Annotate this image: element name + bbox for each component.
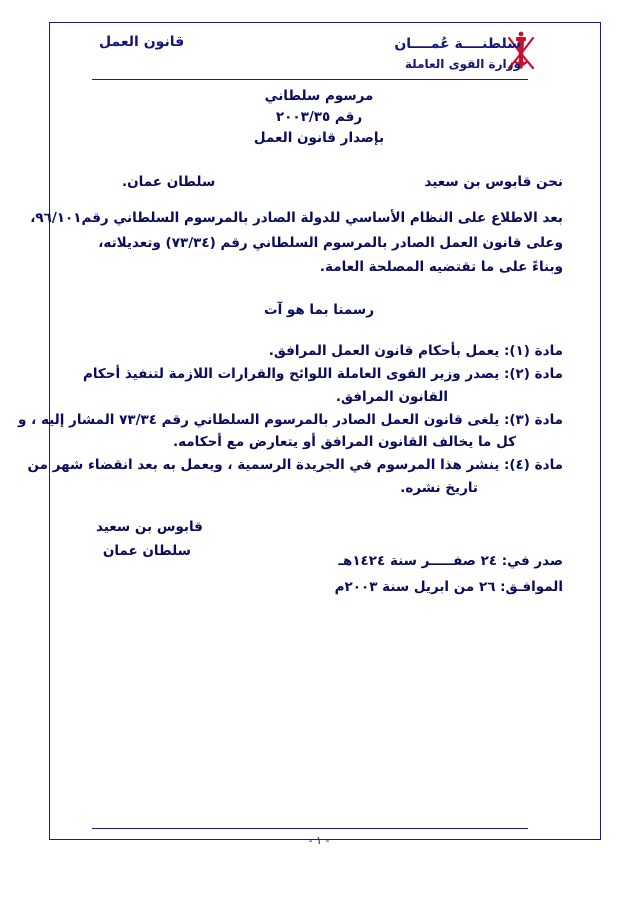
article-line: كل ما يخالف القانون المرافق أو يتعارض مع أحكامه.: [172, 434, 516, 450]
article-line: مادة (٣): يلغى قانون العمل الصادر بالمرسوم السلطاني رقم ٧٣/٣٤ المشار إليه ، و: [18, 412, 563, 428]
footer-divider: [92, 828, 528, 829]
article-line: القانون المرافق.: [335, 389, 448, 405]
preamble-line: وبناءً على ما تقتضيه المصلحة العامة.: [319, 259, 563, 275]
page-number: - ١ -: [308, 834, 330, 847]
preamble-line: بعد الاطلاع على النظام الأساسي للدولة الصادر بالمرسوم السلطاني رقم٩٦/١٠١،: [30, 210, 563, 226]
signature-block: [96, 515, 203, 563]
issued-hijri: صدر في: ٢٤ صفـــــر سنة ١٤٢٤هـ: [338, 553, 563, 569]
decree-heading: رسمنا بما هو آت: [264, 302, 374, 318]
sultanate-name: سلطنــــة عُمــــان: [394, 36, 521, 52]
preamble-sultan: سلطان عمان.: [122, 174, 216, 190]
header-org: [394, 34, 521, 74]
title-line-decree: مرسوم سلطاني: [264, 88, 374, 104]
law-name-header: قانون العمل: [99, 34, 185, 50]
signature-name: قابوس بن سعيد: [96, 519, 203, 535]
issue-dates: [335, 548, 563, 600]
article-line: مادة (٤): ينشر هذا المرسوم في الجريدة الرسمية ، ويعمل به بعد انقضاء شهر من: [27, 457, 563, 473]
header-divider: [92, 79, 528, 80]
preamble-we: نحن قابوس بن سعيد: [424, 174, 563, 190]
signature-title: سلطان عمان: [102, 543, 191, 559]
title-line-subject: بإصدار قانون العمل: [253, 130, 385, 146]
issued-gregorian: الموافـق: ٢٦ من ابريل سنة ٢٠٠٣م: [334, 579, 563, 595]
article-line: مادة (٢): يصدر وزير القوى العاملة اللوائح والقرارات اللازمة لتنفيذ أحكام: [82, 366, 563, 382]
title-line-number: رقم ٢٠٠٣/٣٥: [275, 109, 363, 125]
ministry-name: وزارة القوى العاملة: [404, 57, 521, 71]
document-title: [0, 86, 638, 149]
preamble-line: وعلى قانون العمل الصادر بالمرسوم السلطاني رقم (٧٣/٣٤) وتعديلاته،: [98, 235, 563, 251]
article-line: مادة (١): يعمل بأحكام قانون العمل المرافق.: [268, 343, 563, 359]
article-line: تاريخ نشره.: [400, 480, 478, 496]
